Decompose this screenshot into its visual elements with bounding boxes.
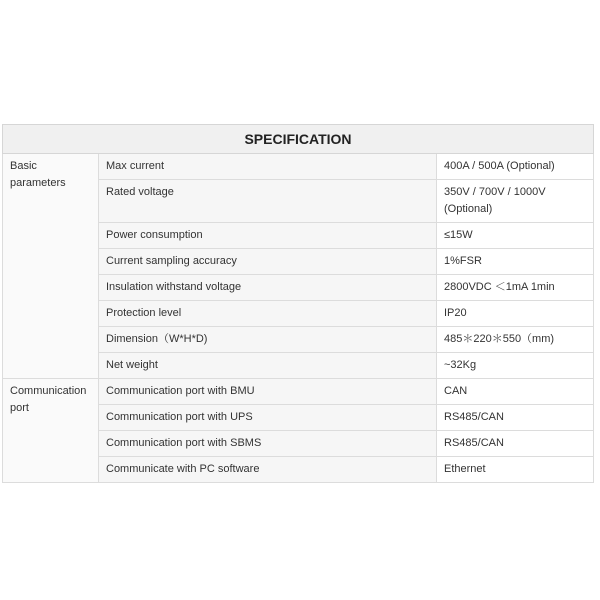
param-label: Rated voltage (99, 180, 437, 223)
table-row (3, 154, 594, 180)
param-value: 400A / 500A (Optional) (437, 154, 594, 180)
param-value: ~32Kg (437, 353, 594, 379)
title-row (3, 125, 594, 154)
group-label-communication-port: Communication port (3, 379, 99, 483)
param-value: 485＊220＊550（mm) (437, 327, 594, 353)
param-value: IP20 (437, 301, 594, 327)
param-value: RS485/CAN (437, 405, 594, 431)
param-label: Power consumption (99, 223, 437, 249)
param-label: Insulation withstand voltage (99, 275, 437, 301)
param-label: Communication port with BMU (99, 379, 437, 405)
param-label: Current sampling accuracy (99, 249, 437, 275)
param-value: RS485/CAN (437, 431, 594, 457)
specification-table (2, 124, 594, 483)
table-row (3, 379, 594, 405)
param-value: CAN (437, 379, 594, 405)
param-value: 1%FSR (437, 249, 594, 275)
param-label: Protection level (99, 301, 437, 327)
param-label: Max current (99, 154, 437, 180)
param-value: Ethernet (437, 457, 594, 483)
param-label: Net weight (99, 353, 437, 379)
param-value: 350V / 700V / 1000V (Optional) (437, 180, 594, 223)
param-value: ≤15W (437, 223, 594, 249)
param-label: Communicate with PC software (99, 457, 437, 483)
param-label: Communication port with UPS (99, 405, 437, 431)
group-label-basic-parameters: Basic parameters (3, 154, 99, 379)
param-label: Communication port with SBMS (99, 431, 437, 457)
table-title: SPECIFICATION (3, 125, 594, 154)
param-label: Dimension（W*H*D) (99, 327, 437, 353)
param-value: 2800VDC ＜1mA 1min (437, 275, 594, 301)
